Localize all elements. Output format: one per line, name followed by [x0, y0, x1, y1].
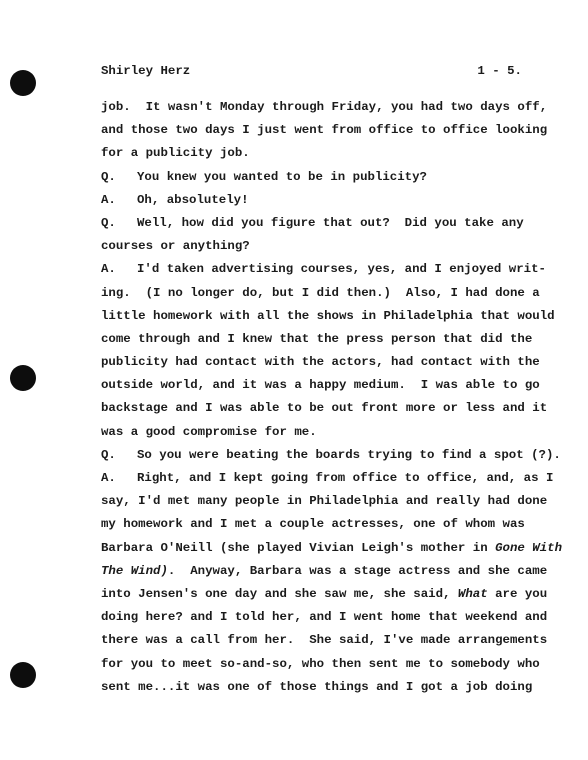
transcript-line [101, 305, 555, 328]
line-text: job. It wasn't Monday through Friday, you had two days off, [101, 100, 548, 114]
punch-hole [10, 365, 36, 391]
transcript-body [101, 96, 563, 699]
transcript-line [101, 282, 540, 305]
line-text: Oh, absolutely! [137, 192, 249, 207]
punch-hole [10, 662, 36, 688]
line-text: courses or anything? [101, 239, 250, 254]
transcript-line [101, 421, 521, 444]
line-text: So you were beating the boards trying to find a spot (?). [137, 447, 561, 462]
transcript-line [101, 467, 554, 490]
film-title: The Wind) [101, 563, 168, 578]
transcript-line [101, 119, 548, 142]
transcript-line [101, 583, 548, 606]
line-text: are you [487, 586, 548, 601]
line-text: little homework with all the shows in Philadelphia that would [101, 308, 555, 323]
line-text: was a good compromise for me. [101, 424, 317, 439]
transcript-line [101, 513, 525, 536]
transcript-line [101, 235, 521, 258]
line-text: sent me...it was one of those things and I got a job doing [101, 679, 533, 694]
speaker-tag: A. [101, 471, 116, 485]
transcript-line [101, 258, 546, 281]
speaker-tag: Q. [101, 215, 116, 230]
transcript-line [101, 142, 521, 165]
transcript-line [101, 374, 540, 397]
line-text: for you to meet so-and-so, who then sent me to somebody who [101, 656, 540, 671]
line-text: Barbara O'Neill (she played Vivian Leigh's mother in [101, 540, 496, 555]
page-number: 1 - 5. [477, 64, 522, 78]
transcript-line [101, 397, 548, 420]
transcript-line [101, 676, 533, 699]
line-text: backstage and I was able to be out front more or less and it [101, 401, 548, 416]
transcript-line [101, 629, 548, 652]
speaker-tag: Q. [101, 169, 116, 184]
line-text: say, I'd met many people in Philadelphia and really had done [101, 494, 548, 509]
line-text: . Anyway, Barbara was a stage actress and she came [167, 563, 548, 578]
line-text: doing here? and I told her, and I went home that weekend and [101, 610, 548, 625]
transcript-line [101, 490, 548, 513]
line-text: and those two days I just went from office to office looking [101, 123, 548, 138]
transcript-line [101, 328, 533, 351]
transcript-line [101, 96, 548, 119]
transcript-line [101, 351, 540, 374]
film-title: Gone With [495, 540, 563, 555]
speaker-tag: A. [101, 192, 116, 207]
speaker-tag: A. [101, 262, 116, 277]
speaker-tag: Q. [101, 447, 116, 462]
interviewee-name: Shirley Herz [101, 64, 191, 78]
line-text: publicity had contact with the actors, had contact with the [101, 355, 540, 370]
transcript-line [101, 189, 521, 212]
transcript-line [101, 166, 521, 189]
page-header [101, 64, 522, 82]
emphasis-word: What [457, 586, 488, 601]
line-text: into Jensen's one day and she saw me, she said, [101, 586, 458, 601]
line-text: You knew you wanted to be in publicity? [137, 169, 427, 184]
transcript-line [101, 560, 548, 583]
line-text: for a publicity job. [101, 146, 250, 161]
transcript-line [101, 444, 561, 467]
line-text: Well, how did you figure that out? Did you take any [137, 215, 524, 230]
punch-hole [10, 70, 36, 96]
transcript-line [101, 537, 563, 560]
line-text: I'd taken advertising courses, yes, and I enjoyed writ- [137, 262, 546, 277]
line-text: there was a call from her. She said, I've made arrangements [101, 633, 548, 648]
line-text: my homework and I met a couple actresses, one of whom was [101, 517, 525, 532]
transcript-line [101, 212, 524, 235]
transcript-line [101, 606, 548, 629]
line-text: Right, and I kept going from office to office, and, as I [137, 471, 554, 485]
line-text: ing. (I no longer do, but I did then.) Also, I had done a [101, 285, 540, 300]
line-text: come through and I knew that the press person that did the [101, 331, 533, 346]
transcript-line [101, 653, 540, 676]
line-text: outside world, and it was a happy medium. I was able to go [101, 378, 540, 393]
